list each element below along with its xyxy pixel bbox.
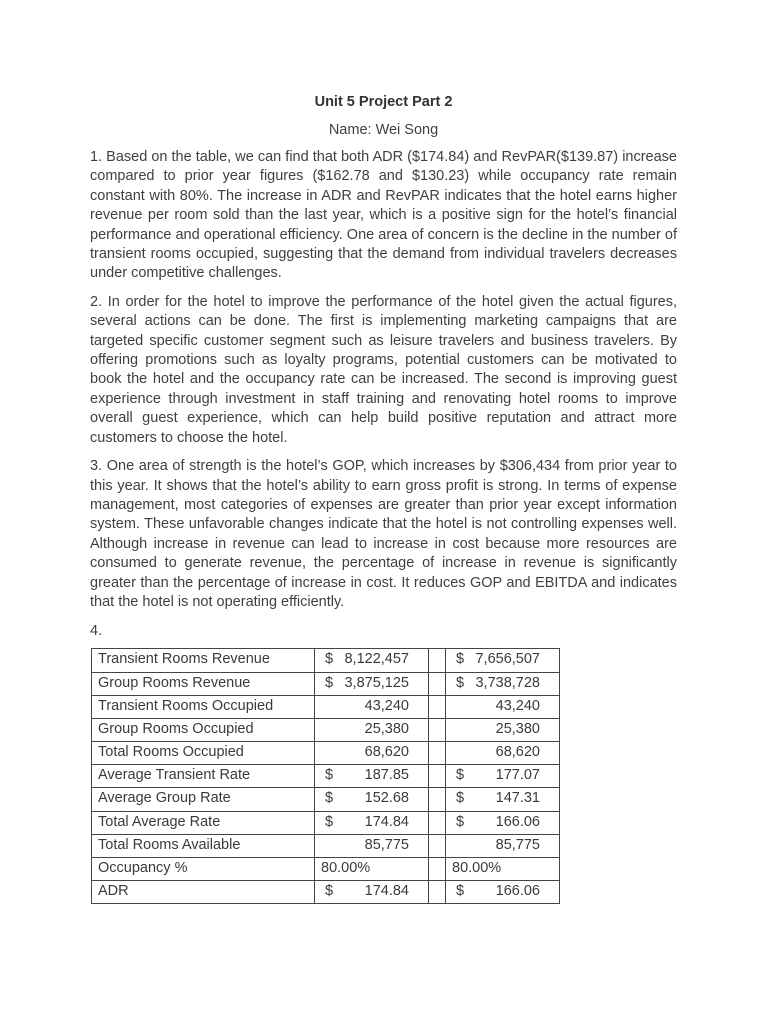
prior-year-cell: [446, 742, 560, 765]
numeric-value: 177.07: [495, 767, 540, 784]
spacer-cell: [429, 834, 446, 857]
currency-symbol: $: [456, 883, 465, 900]
table-row: [92, 742, 560, 765]
numeric-value: 187.85: [364, 767, 409, 784]
current-year-cell: [315, 672, 429, 695]
spacer-cell: [429, 858, 446, 881]
paragraph-3: 3. One area of strength is the hotel’s GOP, which increases by $306,434 from prior year to this year. It shows that the hotel’s ability to earn gross profit is strong. In terms of expense management, most categories of expenses are greater than prior year except information system. These unfavorable changes indicate that the hotel is not controlling expenses well. Although increase in revenue can lead to increase in cost because more resources are consumed to generate revenue, the percentage of increase in revenue is significantly greater than the percentage of increase in cost. It reduces GOP and EBITDA and indicates that the hotel is not operating efficiently.: [90, 458, 677, 610]
spacer-cell: [429, 672, 446, 695]
spacer-cell: [429, 742, 446, 765]
currency-symbol: $: [325, 651, 334, 668]
currency-symbol: $: [456, 674, 465, 691]
currency-symbol: $: [456, 813, 465, 830]
table-row: [92, 881, 560, 904]
numeric-value: 8,122,457: [344, 651, 409, 668]
numeric-value: 85,775: [495, 836, 540, 853]
document-title: Unit 5 Project Part 2: [314, 94, 453, 110]
row-label: Group Rooms Revenue: [92, 672, 315, 695]
prior-year-cell: [446, 881, 560, 904]
spacer-cell: [429, 881, 446, 904]
spacer-cell: [429, 765, 446, 788]
document-page: [90, 92, 677, 904]
current-year-cell: [315, 834, 429, 857]
numeric-value: 43,240: [495, 697, 540, 714]
table-row: [92, 788, 560, 811]
prior-year-cell: [446, 788, 560, 811]
currency-symbol: $: [325, 883, 334, 900]
table-row: [92, 834, 560, 857]
current-year-cell: [315, 811, 429, 834]
current-year-cell: [315, 649, 429, 672]
current-year-cell: [315, 765, 429, 788]
current-year-cell: [315, 881, 429, 904]
row-label: Average Transient Rate: [92, 765, 315, 788]
spacer-cell: [429, 718, 446, 741]
table-row: [92, 672, 560, 695]
row-label: Transient Rooms Revenue: [92, 649, 315, 672]
currency-symbol: $: [325, 790, 334, 807]
author-name: Name: Wei Song: [328, 122, 439, 138]
numeric-value: 3,738,728: [475, 674, 540, 691]
spacer-cell: [429, 695, 446, 718]
numeric-value: 85,775: [364, 836, 409, 853]
current-year-cell: [315, 742, 429, 765]
row-label: Transient Rooms Occupied: [92, 695, 315, 718]
prior-year-cell: [446, 672, 560, 695]
row-label: Total Average Rate: [92, 811, 315, 834]
row-label: Total Rooms Occupied: [92, 742, 315, 765]
prior-year-cell: [446, 695, 560, 718]
numeric-value: 68,620: [364, 744, 409, 761]
currency-symbol: $: [325, 674, 334, 691]
current-year-cell: [315, 788, 429, 811]
row-label: Total Rooms Available: [92, 834, 315, 857]
financial-table: [91, 648, 560, 904]
spacer-cell: [429, 811, 446, 834]
row-label: Occupancy %: [92, 858, 315, 881]
table-row: [92, 718, 560, 741]
numeric-value: 68,620: [495, 744, 540, 761]
current-year-cell: [315, 858, 429, 881]
numeric-value: 7,656,507: [475, 651, 540, 668]
paragraph-1: 1. Based on the table, we can find that both ADR ($174.84) and RevPAR($139.87) increase compared to prior year figures ($162.78 and $130.23) while occupancy rate remain constant with 80%. The increase in ADR and RevPAR indicates that the hotel earns higher revenue per room sold than the last year, which is a positive sign for the hotel’s financial performance and operational efficiency. One area of concern is the decline in the number of transient rooms occupied, suggesting that the demand from individual travelers decreases under competitive challenges.: [90, 149, 677, 282]
numeric-value: 166.06: [495, 813, 540, 830]
prior-year-cell: [446, 765, 560, 788]
numeric-value: 147.31: [495, 790, 540, 807]
currency-symbol: $: [456, 790, 465, 807]
currency-symbol: $: [456, 651, 465, 668]
paragraph-2: 2. In order for the hotel to improve the performance of the hotel given the actual figures, several actions can be done. The first is implementing marketing campaigns that are targeted specific customer segment such as leisure travelers and business travelers. By offering promotions such as loyalty programs, potential customers can be motivated to book the hotel and the occupancy rate can be increased. The second is improving guest experience through investment in staff training and renovating hotel rooms to improve overall guest experience, which can help build positive reputation and attract more customers to choose the hotel.: [90, 293, 677, 446]
numeric-value: 43,240: [364, 697, 409, 714]
row-label: Group Rooms Occupied: [92, 718, 315, 741]
row-label: Average Group Rate: [92, 788, 315, 811]
numeric-value: 174.84: [364, 883, 409, 900]
table-row: [92, 811, 560, 834]
table-row: [92, 649, 560, 672]
percent-value: 80.00%: [452, 860, 502, 877]
prior-year-cell: [446, 811, 560, 834]
current-year-cell: [315, 695, 429, 718]
row-label: ADR: [92, 881, 315, 904]
currency-symbol: $: [325, 767, 334, 784]
currency-symbol: $: [325, 813, 334, 830]
current-year-cell: [315, 718, 429, 741]
prior-year-cell: [446, 858, 560, 881]
numeric-value: 3,875,125: [344, 674, 409, 691]
prior-year-cell: [446, 649, 560, 672]
table-row: [92, 695, 560, 718]
percent-value: 80.00%: [321, 860, 371, 877]
prior-year-cell: [446, 718, 560, 741]
table-row: [92, 765, 560, 788]
numeric-value: 166.06: [495, 883, 540, 900]
spacer-cell: [429, 788, 446, 811]
numeric-value: 174.84: [364, 813, 409, 830]
prior-year-cell: [446, 834, 560, 857]
section-4-label: 4.: [90, 623, 103, 640]
numeric-value: 152.68: [364, 790, 409, 807]
numeric-value: 25,380: [364, 720, 409, 737]
numeric-value: 25,380: [495, 720, 540, 737]
currency-symbol: $: [456, 767, 465, 784]
spacer-cell: [429, 649, 446, 672]
table-row: [92, 858, 560, 881]
